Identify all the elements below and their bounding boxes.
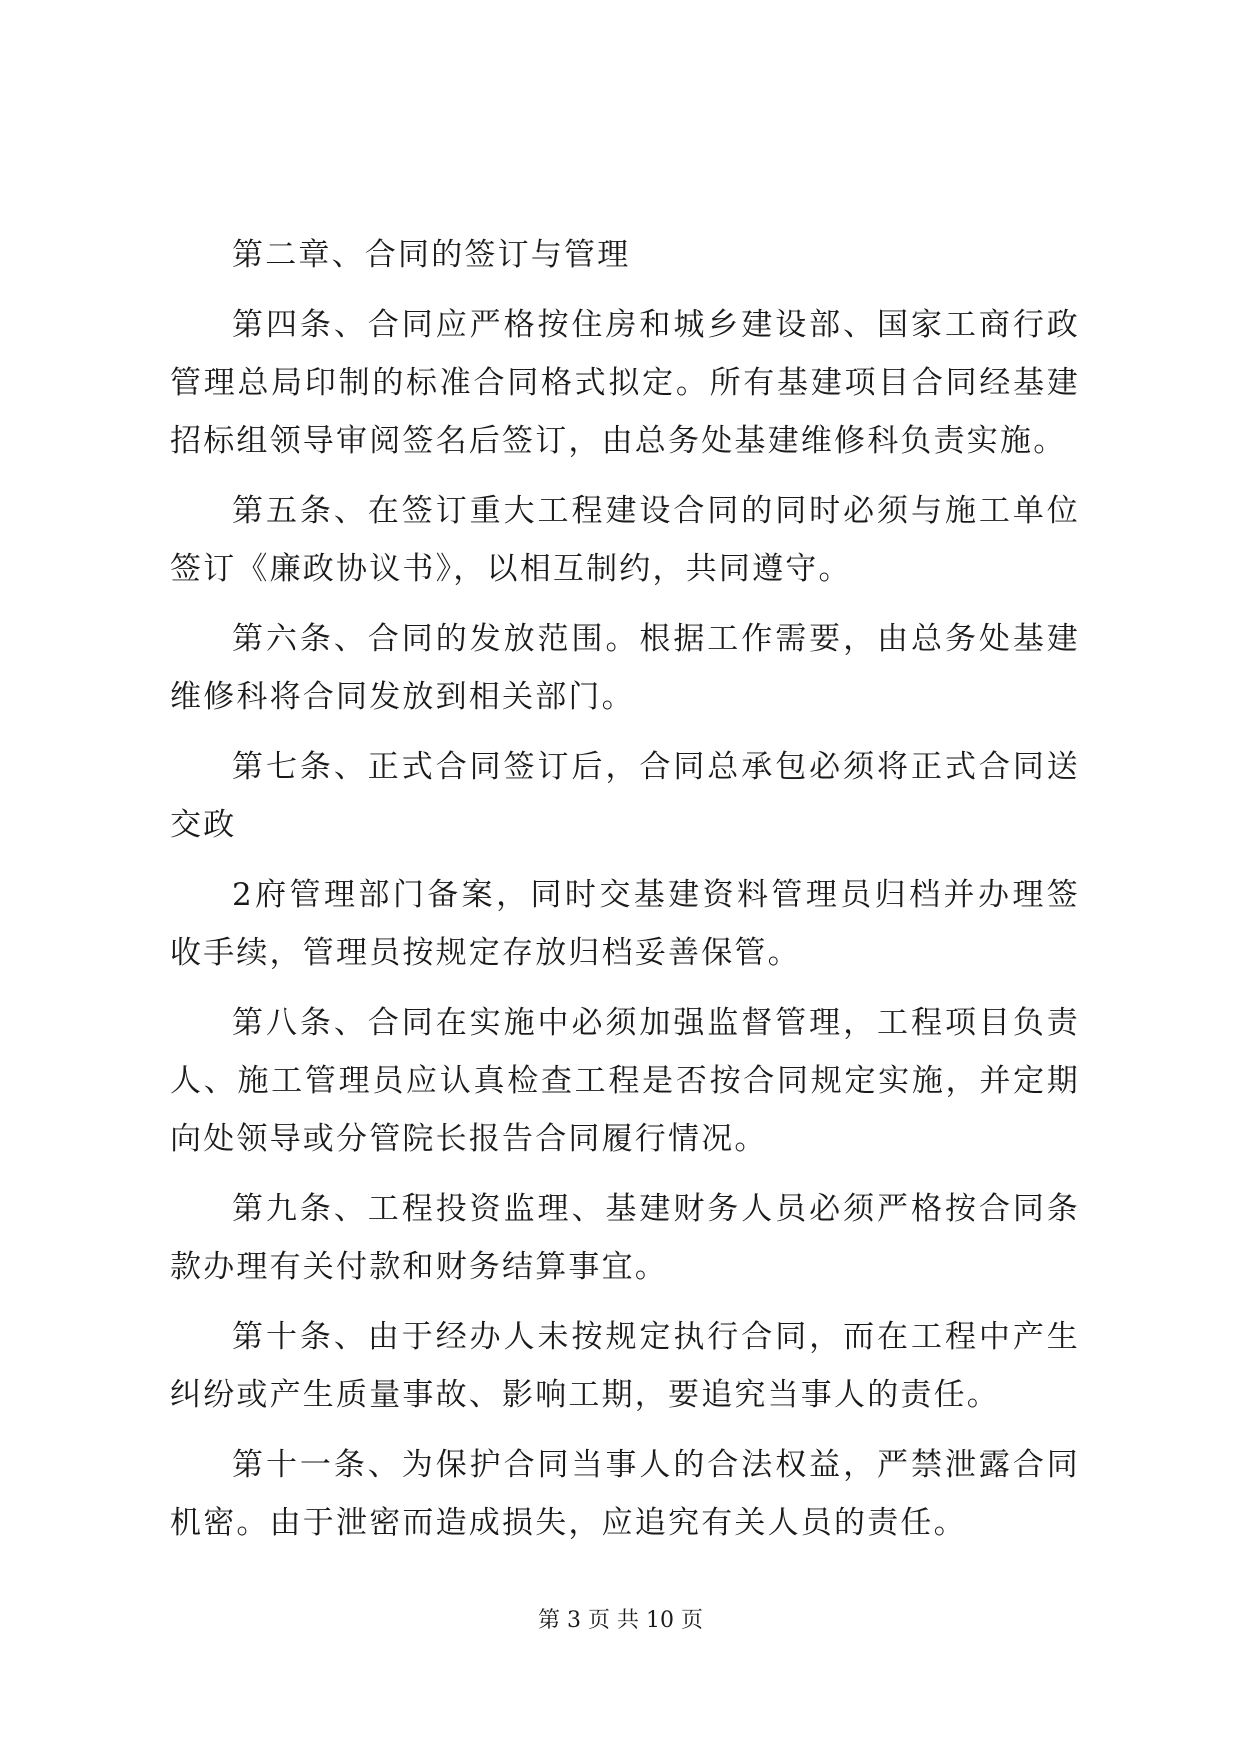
- article-8-paragraph: 第八条、合同在实施中必须加强监督管理，工程项目负责人、施工管理员应认真检查工程是否按合同规定实施，并定期向处领导或分管院长报告合同履行情况。: [170, 1005, 1080, 1157]
- article-7-paragraph: 第七条、正式合同签订后，合同总承包必须将正式合同送交政: [170, 749, 1080, 843]
- article-10-paragraph: 第十条、由于经办人未按规定执行合同，而在工程中产生纠纷或产生质量事故、影响工期，要追究当事人的责任。: [170, 1319, 1080, 1413]
- article-11-paragraph: 第十一条、为保护合同当事人的合法权益，严禁泄露合同机密。由于泄密而造成损失，应追究有关人员的责任。: [170, 1447, 1080, 1541]
- article-6-paragraph: 第六条、合同的发放范围。根据工作需要，由总务处基建维修科将合同发放到相关部门。: [170, 621, 1080, 715]
- page-number-footer: 第 3 页 共 10 页: [538, 1608, 703, 1633]
- article-4-paragraph: 第四条、合同应严格按住房和城乡建设部、国家工商行政管理总局印制的标准合同格式拟定。所有基建项目合同经基建招标组领导审阅签名后签订，由总务处基建维修科负责实施。: [170, 307, 1080, 459]
- article-7-continued-paragraph: 2府管理部门备案，同时交基建资料管理员归档并办理签收手续，管理员按规定存放归档妥善保管。: [170, 877, 1080, 971]
- document-body: [170, 226, 1080, 1552]
- article-5-paragraph: 第五条、在签订重大工程建设合同的同时必须与施工单位签订《廉政协议书》，以相互制约，共同遵守。: [170, 493, 1080, 587]
- article-9-paragraph: 第九条、工程投资监理、基建财务人员必须严格按合同条款办理有关付款和财务结算事宜。: [170, 1191, 1080, 1285]
- chapter-heading: 第二章、合同的签订与管理: [232, 237, 631, 273]
